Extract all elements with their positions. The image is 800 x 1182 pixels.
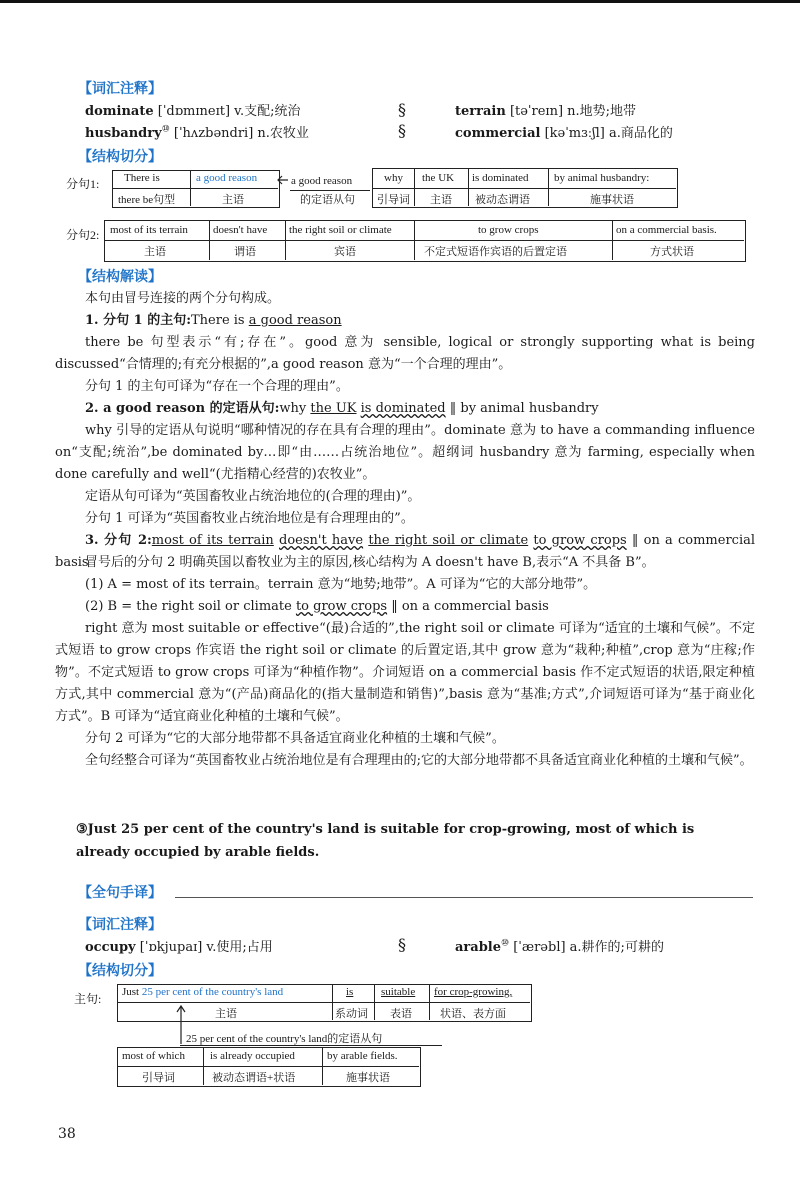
relative-pronoun-label: 引导词 (377, 194, 410, 206)
phrase-wavy: is dominated (360, 401, 446, 416)
phrase-wavy: to grow crops (533, 533, 627, 548)
vocab-word: commercial (455, 126, 541, 141)
top-rule (0, 0, 800, 3)
structure-heading: 【结构切分】 (78, 963, 162, 979)
divider (374, 984, 375, 1020)
clause-2-verb: doesn't have (213, 224, 268, 236)
relative-subject-label: 主语 (430, 194, 452, 206)
phrase: There is (191, 313, 245, 328)
linking-verb-label: 系动词 (335, 1008, 368, 1020)
relative-verb: is dominated (472, 172, 529, 184)
paragraph: 分句 1 可译为“英国畜牧业占统治地位是有合理理由的”。 (85, 511, 414, 526)
clause-2-infinitive-label: 不定式短语作宾语的后置定语 (424, 246, 567, 258)
divider (117, 1002, 530, 1003)
linking-verb: is (346, 986, 354, 998)
paragraph: 分句 2 可译为“它的大部分地带都不具备适宜商业化种植的土壤和气候”。 (85, 731, 505, 746)
vocab-word: terrain (455, 104, 506, 119)
phrase-underlined: a good reason (248, 313, 342, 328)
divider (285, 220, 286, 260)
subject-phrase (122, 986, 283, 998)
relative-introducer: most of which (122, 1050, 185, 1062)
point-label: 2. a good reason 的定语从句: (85, 401, 280, 416)
arrow-left-icon (276, 174, 290, 186)
paragraph: why 引导的定语从句说明“哪种情况的存在具有合理的理由”。dominate 意为 to have a commanding influence on“支配;统治”,be dominated by…即“由……占统治地位”。超纲词 husbandry 意为 farming, especially when done carefully and well“(尤指精心经营的)农牧业”。 (55, 423, 755, 482)
vocab-entry-commercial (455, 122, 673, 141)
vocab-entry-terrain (455, 100, 636, 119)
relative-clause-note: 25 per cent of the country's land的定语从句 (186, 1033, 383, 1045)
phrase: ‖ on a commercial basis (55, 533, 756, 570)
section-mark-icon: § (398, 121, 406, 140)
clause-1-label: 分句1: (66, 177, 100, 191)
divider (190, 170, 191, 206)
clause-1-subject-label: 主语 (222, 194, 244, 206)
divider (429, 984, 430, 1020)
subject-prefix: Just (122, 986, 142, 998)
translation-answer-line[interactable] (175, 897, 753, 898)
relative-agent-label: 施事状语 (590, 194, 634, 206)
translation-heading: 【全句手译】 (78, 885, 162, 901)
intro-paragraph: 本句由冒号连接的两个分句构成。 (85, 291, 281, 306)
subject-label: 主语 (215, 1008, 237, 1020)
divider (372, 188, 676, 189)
paragraph: (1) A = most of its terrain。terrain 意为“地势;地带”。A 可译为“它的大部分地带”。 (85, 577, 597, 592)
divider (117, 1066, 419, 1067)
point-label: 3. 分句 2: (85, 533, 152, 548)
phrase: why (279, 401, 307, 416)
relative-subject: the UK (422, 172, 455, 184)
paragraph: right 意为 most suitable or effective“(最)合适的”,the right soil or climate 可译为“适宜的土壤和气候”。不定式短语 to grow crops 作宾语 the right soil or climate 的后置定语,其中 grow 意为“栽种;种植”,crop 意为“庄稼;作物”。不定式短语 to grow crops 可译为“种植作物”。介词短语 on a commercial basis 作不定式短语的状语,限定种植方式,其中 commercial 意为“(产品)商品化的(指大量制造和销售)”,basis 意为“基准;方式”,介词短语可译为“基于商业化方式”。B 可译为“适宜商业化种植的土壤和气候”。 (55, 621, 755, 724)
clause-1-subject: a good reason (196, 172, 258, 184)
vocab-word: occupy (85, 940, 136, 955)
vocab-definition: [ˈhʌzbəndri] n.农牧业 (173, 126, 309, 141)
vocab-heading: 【词汇注释】 (78, 917, 162, 933)
divider (548, 168, 549, 206)
paragraph: 分句 1 的主句可译为“存在一个合理的理由”。 (85, 379, 349, 394)
clause-2-object-label: 宾语 (334, 246, 356, 258)
vocab-entry-arable (455, 936, 664, 955)
divider (332, 984, 333, 1020)
frequency-badge: ⑩ (161, 124, 170, 135)
sentence-3: ③Just 25 per cent of the country's land is suitable for crop-growing, most of which is already occupied by arable fields. (76, 822, 695, 860)
clause-2-subject: most of its terrain (110, 224, 188, 236)
vocab-definition: [kəˈmɜːʃl] a.商品化的 (544, 126, 673, 141)
main-clause-label: 主句: (74, 992, 102, 1006)
point-2-heading (55, 398, 755, 420)
paragraph: there be 句型表示“有;存在”。good 意为 sensible, logical or strongly supporting what is being discussed“合情理的;有充分根据的”,a good reason 意为“一个合理的理由”。 (55, 335, 755, 372)
divider (468, 168, 469, 206)
clause-2-verb-label: 谓语 (234, 246, 256, 258)
divider (203, 1047, 204, 1085)
relative-agent: by animal husbandry: (554, 172, 650, 184)
predicative: suitable (381, 986, 416, 998)
vocab-word: husbandry (85, 126, 162, 141)
clause-2-subject-label: 主语 (144, 246, 166, 258)
phrase-wavy: to grow crops (295, 599, 388, 614)
divider (112, 188, 278, 189)
arrow-up-icon (176, 1004, 186, 1044)
clause-2-adverbial: on a commercial basis. (616, 224, 717, 236)
relative-introducer-label: 引导词 (142, 1072, 175, 1084)
page-number: 38 (58, 1126, 76, 1142)
predicative-label: 表语 (390, 1008, 412, 1020)
vocab-entry-occupy (85, 936, 273, 955)
phrase: ‖ by animal husbandry (449, 401, 599, 416)
vocab-word: dominate (85, 104, 154, 119)
vocab-heading: 【词汇注释】 (78, 81, 162, 97)
relative-verb-label: 被动态谓语 (475, 194, 530, 206)
clause-2-object: the right soil or climate (289, 224, 392, 236)
point-1-heading (55, 310, 755, 332)
phrase-underlined: the UK (310, 401, 357, 416)
divider (414, 220, 415, 260)
divider (104, 240, 744, 241)
vocab-definition: [ˈɒkjupaɪ] v.使用;占用 (139, 940, 273, 955)
relative-agent-2-label: 施事状语 (346, 1072, 390, 1084)
paragraph-b-definition (55, 596, 755, 618)
divider (180, 1045, 442, 1046)
reference-label: 的定语从句 (300, 194, 355, 206)
paragraph: 全句经整合可译为“英国畜牧业占统治地位是有合理理由的;它的大部分地带都不具备适宜商业化种植的土壤和气候”。 (85, 753, 753, 768)
clause-1-there-is-label: there be句型 (118, 194, 176, 206)
divider (414, 168, 415, 206)
clause-2-adverbial-label: 方式状语 (650, 246, 694, 258)
clause-2-infinitive: to grow crops (478, 224, 539, 236)
vocab-definition: [təˈreɪn] n.地势;地带 (509, 104, 637, 119)
divider (612, 220, 613, 260)
adverbial-label: 状语、表方面 (440, 1008, 506, 1020)
phrase-wavy: doesn't have (279, 533, 364, 548)
relative-predicate: is already occupied (210, 1050, 295, 1062)
vocab-entry-dominate (85, 100, 301, 119)
phrase: ‖ on a commercial basis (387, 599, 549, 614)
subject-head: 25 per cent of the country's land (141, 986, 284, 998)
reference-phrase: a good reason (291, 175, 353, 187)
divider (209, 220, 210, 260)
clause-2-label: 分句2: (66, 228, 100, 242)
structure-heading: 【结构切分】 (78, 149, 162, 165)
vocab-word: arable (455, 940, 501, 955)
vocab-definition: [ˈærəbl] a.耕作的;可耕的 (513, 940, 664, 955)
point-label: 1. 分句 1 的主句: (85, 313, 191, 328)
frequency-badge: ⑩ (501, 938, 510, 949)
adverbial: for crop-growing, (434, 986, 513, 998)
paragraph: 定语从句可译为“英国畜牧业占统治地位的(合理的理由)”。 (85, 489, 421, 504)
section-mark-icon: § (398, 935, 406, 954)
paragraph: 冒号后的分句 2 明确英国以畜牧业为主的原因,核心结构为 A doesn't have B,表示“A 不具备 B”。 (85, 555, 655, 570)
phrase-underlined: the right soil or climate (368, 533, 529, 548)
vocab-definition: [ˈdɒmɪneɪt] v.支配;统治 (157, 104, 301, 119)
relative-pronoun: why (384, 172, 403, 184)
phrase-underlined: most of its terrain (151, 533, 274, 548)
section-mark-icon: § (398, 100, 406, 119)
phrase: (2) B = the right soil or climate (85, 599, 296, 614)
vocab-entry-husbandry (85, 122, 309, 141)
divider (322, 1047, 323, 1085)
reading-heading: 【结构解读】 (78, 269, 162, 285)
relative-agent-2: by arable fields. (327, 1050, 398, 1062)
clause-1-there-is: There is (124, 172, 160, 184)
relative-predicate-label: 被动态谓语+状语 (212, 1072, 296, 1084)
